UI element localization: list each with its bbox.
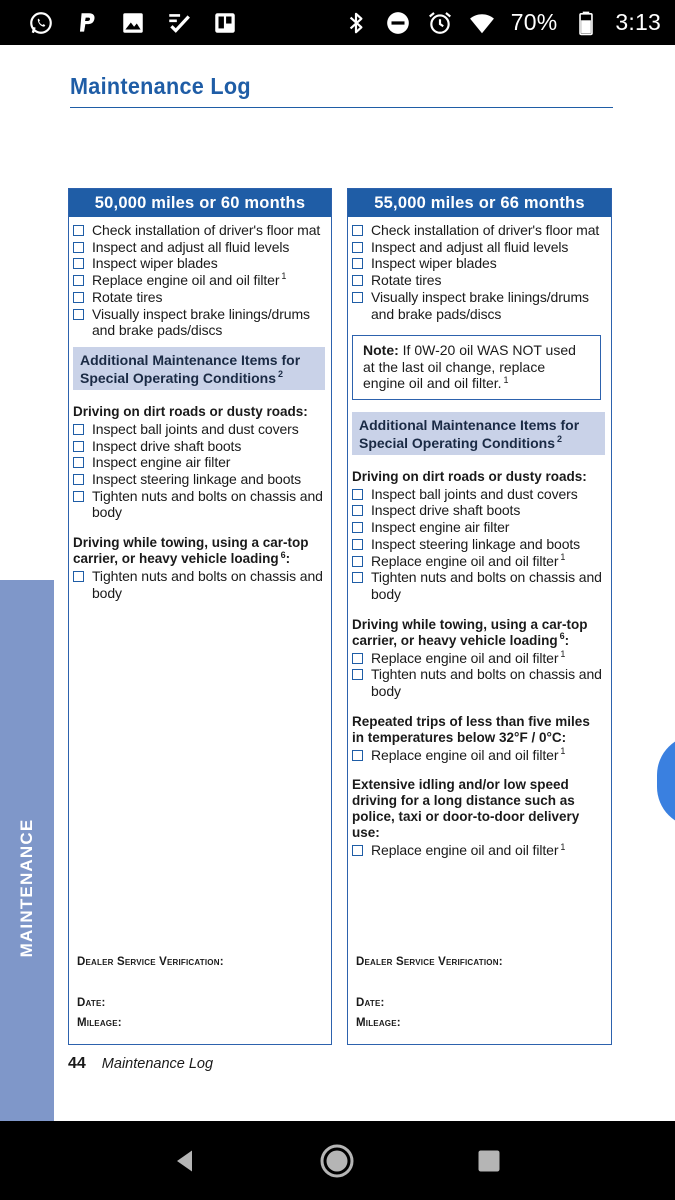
- checklist-item: [73, 421, 331, 438]
- footnote-ref: 1: [560, 841, 566, 852]
- item-text: Rotate tires: [371, 272, 442, 289]
- column-header: 55,000 miles or 66 months: [348, 189, 611, 217]
- condition-checklist: [348, 841, 611, 859]
- checklist-item: [352, 239, 611, 256]
- condition-title: [73, 535, 331, 567]
- checklist-item: [352, 536, 611, 553]
- footnote-ref: 1: [560, 746, 566, 757]
- checklist-item: [352, 255, 611, 272]
- checkbox[interactable]: [352, 489, 363, 500]
- condition-checklist: [348, 485, 611, 603]
- checkbox[interactable]: [73, 441, 84, 452]
- checklist-item: [352, 272, 611, 289]
- date-label: Date:: [356, 997, 385, 1009]
- checkbox[interactable]: [352, 669, 363, 680]
- item-text: Tighten nuts and bolts on chassis and body: [92, 568, 323, 601]
- checklist-item: [352, 666, 611, 699]
- battery-icon: [573, 10, 599, 36]
- checkbox[interactable]: [352, 845, 363, 856]
- checklist-item: [73, 222, 331, 239]
- checkbox[interactable]: [352, 292, 363, 303]
- item-text: Visually inspect brake linings/drums and brake pads/discs: [371, 288, 589, 322]
- item-text: Replace engine oil and oil filter: [92, 272, 280, 289]
- checklist-item: [352, 650, 611, 667]
- checklist-item: [352, 553, 611, 570]
- alarm-icon: [427, 10, 453, 36]
- checkbox[interactable]: [352, 653, 363, 664]
- dealer-verification: [356, 956, 596, 1036]
- checkbox[interactable]: [352, 556, 363, 567]
- checkbox[interactable]: [73, 275, 84, 286]
- footnote-ref: 2: [278, 369, 284, 380]
- checkbox[interactable]: [352, 539, 363, 550]
- note-label: Note:: [363, 342, 399, 359]
- item-text: Replace engine oil and oil filter: [371, 552, 559, 569]
- item-text: Inspect steering linkage and boots: [92, 471, 302, 488]
- checkbox[interactable]: [352, 258, 363, 269]
- back-button[interactable]: [166, 1141, 206, 1181]
- condition-title-text: Repeated trips of less than five miles in temperatures below 32°F / 0°C:: [352, 713, 590, 745]
- item-text: Inspect engine air filter: [92, 454, 231, 471]
- home-icon: [319, 1143, 355, 1179]
- checkbox[interactable]: [352, 225, 363, 236]
- item-text: Visually inspect brake linings/drums and brake pads/discs: [92, 305, 310, 339]
- checkbox[interactable]: [73, 474, 84, 485]
- item-text: Tighten nuts and bolts on chassis and body: [371, 666, 602, 700]
- checkbox[interactable]: [73, 491, 84, 502]
- item-text: Inspect engine air filter: [371, 519, 510, 536]
- condition-title-suffix: :: [285, 551, 291, 567]
- condition-checklist: [348, 649, 611, 700]
- home-button[interactable]: [317, 1141, 357, 1181]
- condition-title: [352, 714, 611, 746]
- checkbox[interactable]: [73, 571, 84, 582]
- checklist-item: [73, 306, 331, 339]
- additional-items-heading: [352, 412, 605, 455]
- checkbox[interactable]: [73, 258, 84, 269]
- condition-checklist: [348, 746, 611, 764]
- item-text: Replace engine oil and oil filter: [371, 649, 559, 666]
- checklist: [348, 217, 611, 322]
- checkbox[interactable]: [352, 572, 363, 583]
- item-text: Inspect steering linkage and boots: [371, 535, 581, 552]
- item-text: Inspect drive shaft boots: [92, 437, 242, 454]
- checkbox[interactable]: [352, 242, 363, 253]
- item-text: Inspect ball joints and dust covers: [92, 420, 299, 437]
- recents-button[interactable]: [469, 1141, 509, 1181]
- oil-note: [352, 335, 601, 400]
- checklist-item: [73, 255, 331, 272]
- item-text: Inspect and adjust all fluid levels: [371, 238, 569, 255]
- item-text: Inspect drive shaft boots: [371, 502, 521, 519]
- condition-title: [73, 404, 331, 420]
- condition-title: [352, 777, 611, 841]
- dealer-verification-label: Dealer Service Verification:: [356, 956, 503, 968]
- checklist-item: [73, 454, 331, 471]
- checklist-item: [73, 239, 331, 256]
- maintenance-column-50000: [68, 188, 332, 1045]
- mileage-label: Mileage:: [356, 1017, 401, 1029]
- item-text: Check installation of driver's floor mat: [371, 222, 600, 238]
- checkbox[interactable]: [73, 242, 84, 253]
- checkbox[interactable]: [352, 750, 363, 761]
- checklist-item: [73, 289, 331, 306]
- clock: 3:13: [615, 9, 661, 35]
- footnote-ref: 1: [503, 374, 509, 385]
- maintenance-column-55000: [347, 188, 612, 1045]
- do-not-disturb-icon: [385, 10, 411, 36]
- condition-title-text: Extensive idling and/or low speed driving for a long distance such as police, taxi or door-to-door delivery use:: [352, 777, 580, 841]
- item-text: Rotate tires: [92, 288, 163, 305]
- paypal-icon: [74, 10, 100, 36]
- whatsapp-icon: [28, 10, 54, 36]
- section-side-tab: [0, 580, 54, 1121]
- title-divider: [70, 107, 613, 108]
- item-text: Check installation of driver's floor mat: [92, 222, 321, 238]
- status-bar: [0, 0, 675, 45]
- footnote-ref: 1: [560, 648, 566, 659]
- tasks-icon: [166, 10, 192, 36]
- checklist-item: [352, 289, 611, 322]
- checklist-item: [73, 471, 331, 488]
- navigation-bar: [0, 1121, 675, 1200]
- checkbox[interactable]: [352, 505, 363, 516]
- mileage-label: Mileage:: [77, 1017, 122, 1029]
- checkbox[interactable]: [73, 309, 84, 320]
- checkbox[interactable]: [73, 457, 84, 468]
- page-title: Maintenance Log: [70, 73, 251, 99]
- condition-checklist: [69, 567, 331, 601]
- note-text: If 0W-20 oil WAS NOT used at the last oil change, replace engine oil and oil filter.: [363, 342, 576, 392]
- checklist-item: [352, 486, 611, 503]
- footnote-ref: 1: [281, 271, 287, 282]
- status-bar-left: [28, 10, 238, 36]
- condition-title-text: Driving while towing, using a car-top carrier, or heavy vehicle loading: [73, 535, 309, 567]
- checklist-item: [352, 747, 611, 764]
- footnote-ref: 6: [559, 631, 565, 642]
- footer-section-title: Maintenance Log: [101, 1056, 214, 1072]
- condition-title-suffix: :: [564, 632, 570, 648]
- side-tab-label: MAINTENANCE: [17, 818, 36, 958]
- checklist-item: [352, 569, 611, 602]
- item-text: Replace engine oil and oil filter: [371, 746, 559, 763]
- footnote-ref: 2: [557, 434, 563, 445]
- status-bar-right: [343, 9, 661, 36]
- checklist-item: [73, 272, 331, 289]
- bluetooth-icon: [343, 10, 369, 36]
- condition-title: [352, 617, 611, 649]
- additional-items-heading: [73, 347, 325, 390]
- item-text: Inspect and adjust all fluid levels: [92, 238, 290, 255]
- dealer-verification: [77, 956, 317, 1036]
- item-text: Tighten nuts and bolts on chassis and body: [371, 569, 602, 602]
- checklist-item: [73, 438, 331, 455]
- condition-title-text: Driving while towing, using a car-top carrier, or heavy vehicle loading: [352, 616, 588, 648]
- gallery-icon: [120, 10, 146, 36]
- date-label: Date:: [77, 997, 106, 1009]
- item-text: Inspect wiper blades: [371, 255, 497, 272]
- condition-checklist: [69, 420, 331, 521]
- dealer-verification-label: Dealer Service Verification:: [77, 956, 224, 968]
- fast-scroll-handle[interactable]: [657, 735, 675, 827]
- trello-icon: [212, 10, 238, 36]
- checklist-item: [73, 568, 331, 601]
- additional-items-title: Additional Maintenance Items for Special Operating Conditions: [80, 351, 301, 386]
- additional-items-title: Additional Maintenance Items for Special Operating Conditions: [359, 416, 580, 451]
- checkbox[interactable]: [73, 225, 84, 236]
- item-text: Inspect wiper blades: [92, 255, 218, 272]
- checklist: [69, 217, 331, 339]
- battery-percent: 70%: [510, 9, 558, 35]
- checklist-item: [352, 842, 611, 859]
- recents-icon: [471, 1143, 507, 1179]
- footnote-ref: 6: [280, 549, 286, 560]
- page-number: 44: [68, 1055, 86, 1072]
- wifi-icon: [469, 10, 495, 36]
- back-icon: [168, 1143, 204, 1179]
- condition-title: [352, 469, 611, 485]
- item-text: Replace engine oil and oil filter: [371, 842, 559, 859]
- checklist-item: [352, 502, 611, 519]
- footnote-ref: 1: [560, 551, 566, 562]
- item-text: Tighten nuts and bolts on chassis and body: [92, 487, 323, 521]
- checklist-item: [352, 519, 611, 536]
- checklist-item: [352, 222, 611, 239]
- checkbox[interactable]: [73, 292, 84, 303]
- condition-title-text: Driving on dirt roads or dusty roads:: [352, 468, 587, 484]
- condition-title-text: Driving on dirt roads or dusty roads:: [73, 403, 308, 419]
- item-text: Inspect ball joints and dust covers: [371, 485, 578, 502]
- document-page: [0, 45, 675, 1121]
- checkbox[interactable]: [352, 275, 363, 286]
- checkbox[interactable]: [352, 522, 363, 533]
- page-footer: [68, 1055, 213, 1073]
- column-header: 50,000 miles or 60 months: [69, 189, 331, 217]
- checkbox[interactable]: [73, 424, 84, 435]
- checklist-item: [73, 488, 331, 521]
